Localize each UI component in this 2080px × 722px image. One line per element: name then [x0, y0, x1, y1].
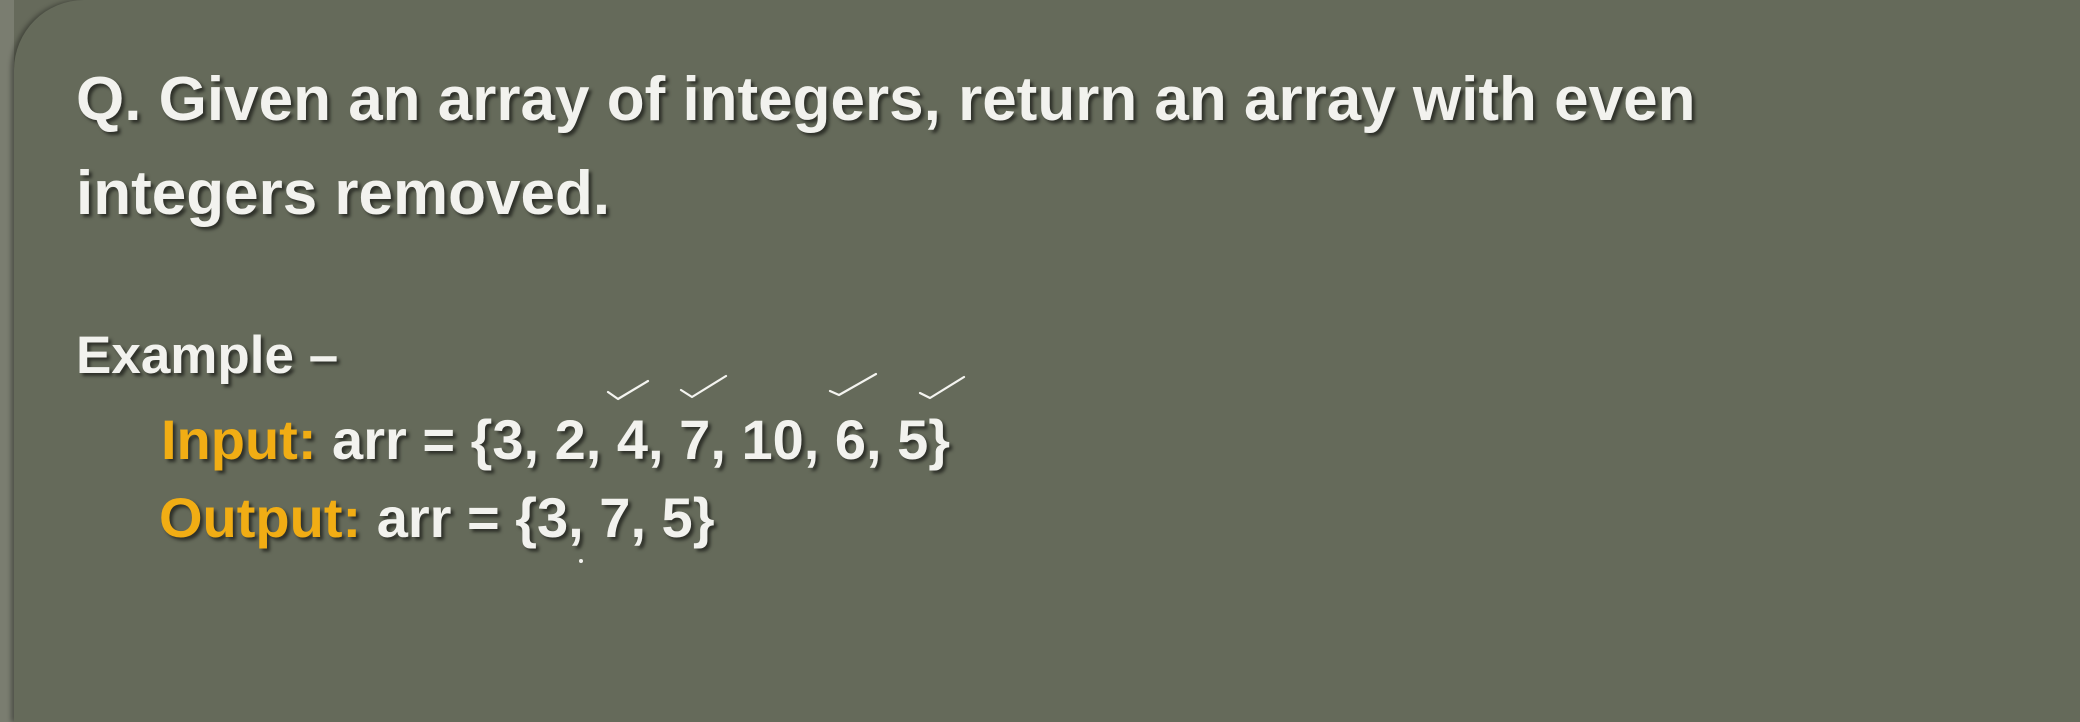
slide-left-border — [0, 0, 14, 722]
question-line-1: Q. Given an array of integers, return an array with even — [76, 65, 1696, 134]
input-value: arr = {3, 2, 4, 7, 10, 6, 5} — [332, 408, 951, 471]
output-label: Output: — [159, 486, 362, 549]
example-heading: Example – — [76, 326, 339, 385]
output-line — [159, 486, 715, 550]
input-line — [161, 408, 950, 472]
input-label: Input: — [161, 408, 317, 471]
question-line-2: integers removed. — [76, 159, 611, 228]
output-value: arr = {3, 7, 5} — [376, 486, 715, 549]
